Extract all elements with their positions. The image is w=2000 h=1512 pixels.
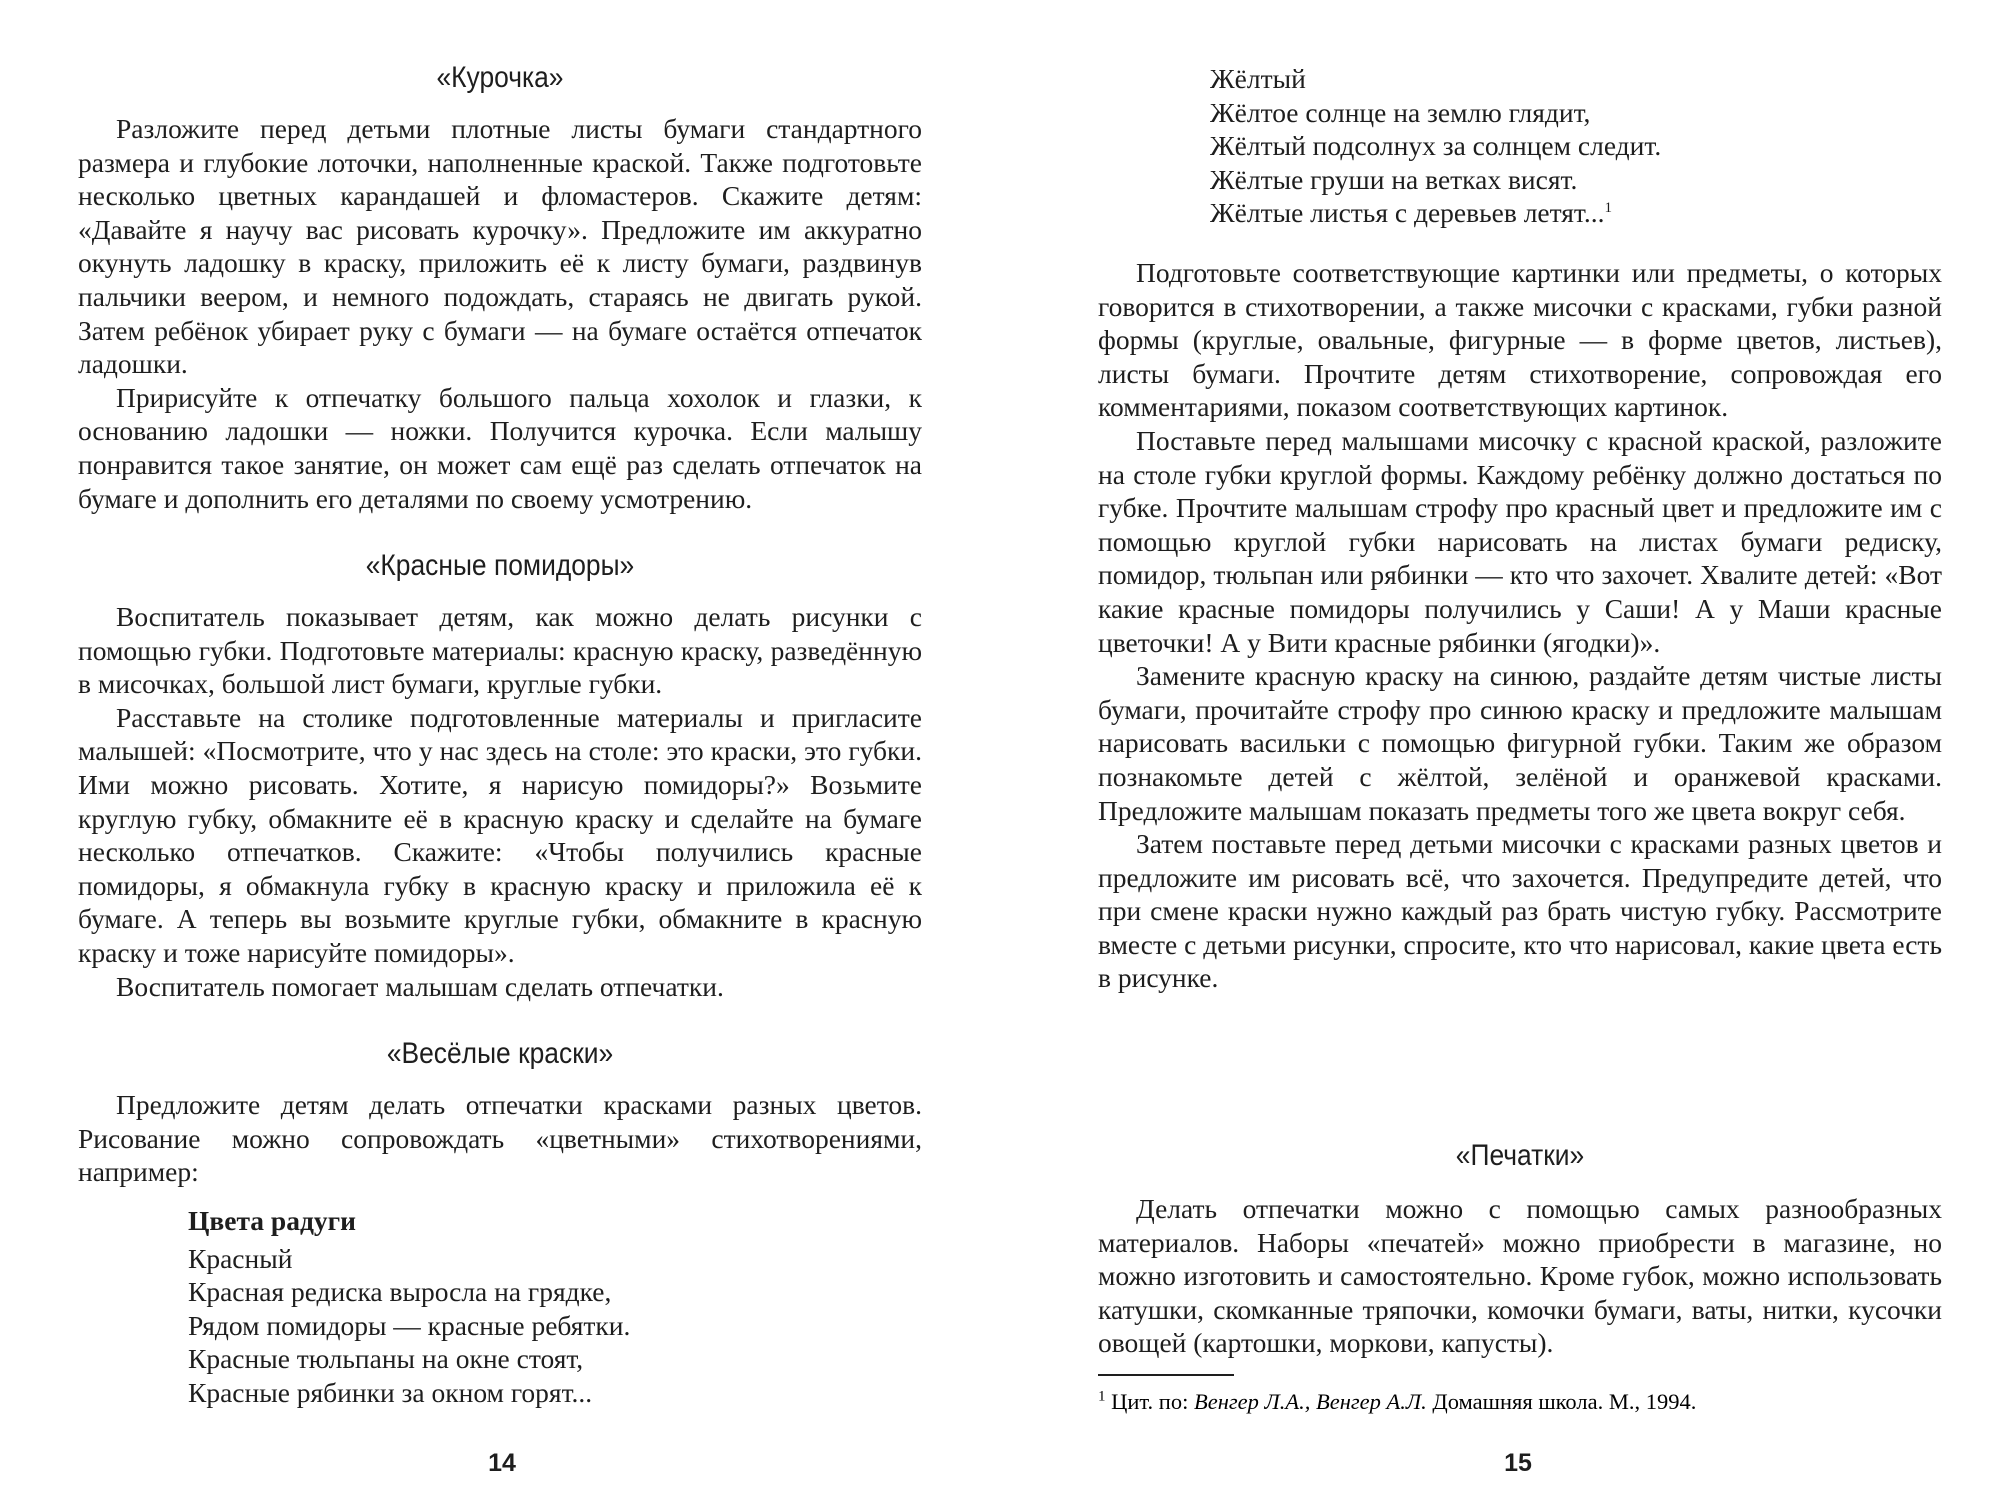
footnote [1098,1388,1958,1416]
paragraph: Предложите детям делать отпечатки красками разных цветов. Рисование можно сопровождать «цветными» стихотворениями, например: [78,1089,922,1188]
paragraph: Разложите перед детьми плотные листы бумаги стандартного размера и глубокие лоточки, наполненные краской. Также подготовьте несколько цветных карандашей и фломастеров. Скажите детям: «Давайте я научу вас рисовать курочку». Предложите им аккуратно окунуть ладошку в краску, приложить её к листу бумаги, раздвинув пальчики веером, и немного подождать, стараясь не двигать рукой. Затем ребёнок убирает руку с бумаги — на бумаге остаётся отпечаток ладошки. [78,113,922,380]
heading-pechatki: «Печатки» [1455,1139,1585,1172]
paragraph: Расставьте на столике подготовленные материалы и пригласите малышей: «Посмотрите, что у нас здесь на столе: это краски, это губки. Ими можно рисовать. Хотите, я нарисую помидоры?» Возьмите круглую губку, обмакните её в красную краску и сделайте на бумаге несколько отпечатков. Скажите: «Чтобы получились красные помидоры, я обмакнула губку в красную краску и приложила её к бумаге. А теперь вы возьмите круглые губки, обмакните в красную краску и тоже нарисуйте помидоры». [78,701,922,968]
poem-line: Красные тюльпаны на окне стоят, [188,1343,584,1375]
poem-line: Красная редиска выросла на грядке, [188,1276,612,1308]
paragraph: Делать отпечатки можно с помощью самых разнообразных материалов. Наборы «печатей» можно приобрести в магазине, но можно изготовить и самостоятельно. Кроме губок, можно использовать катушки, скомканные тряпочки, комочки бумаги, ваты, нитки, кусочки овощей (картошки, моркови, капусты). [1098,1193,1942,1359]
footnote-mark: 1 [1098,1388,1106,1405]
heading-krasnye-pomidory: «Красные помидоры» [365,549,635,582]
poem-line: Жёлтые груши на ветках висят. [1210,163,1578,195]
footnote-prefix: Цит. по: [1111,1389,1189,1414]
poem-line: Жёлтый [1210,63,1306,94]
poem-line: Жёлтый подсолнух за солнцем следит. [1210,130,1662,162]
footnote-reference: 1 [1604,200,1613,217]
poem-line: Жёлтые листья с деревьев летят... [1210,197,1605,229]
poem-title: Цвета радуги [188,1205,356,1236]
poem-line: Красные рябинки за окном горят... [188,1376,593,1408]
section-pechatki-text [1098,1192,1942,1360]
poem-line: Жёлтое солнце на землю глядит, [1210,96,1591,128]
page-number: 15 [1504,1449,1532,1477]
poem-yellow-stanza [1210,62,1661,230]
poem-red-stanza [188,1204,630,1410]
footnote-source: Домашняя школа. М., 1994. [1432,1389,1697,1414]
poem-line: Рядом помидоры — красные ребятки. [188,1309,631,1341]
paragraph: Подготовьте соответствующие картинки или предметы, о которых говорится в стихотворении, а также мисочки с красками, губки разной формы (круглые, овальные, фигурные — в форме цветов, листьев), листы бумаги. Прочтите детям стихотворение, сопровождая его комментариями, показом соответствующих картинок. [1098,257,1942,423]
right-page-text [1098,256,1942,995]
footnote-rule [1098,1374,1234,1376]
page-number: 14 [488,1449,516,1477]
paragraph: Замените красную краску на синюю, раздайте детям чистые листы бумаги, прочитайте строфу про синюю краску и предложите малышам нарисовать васильки с помощью фигурной губки. Таким же образом познакомьте детей с жёлтой, зелёной и оранжевой красками. Предложите малышам показать предметы того же цвета вокруг себя. [1098,660,1942,826]
heading-veselye-kraski: «Весёлые краски» [386,1037,614,1070]
paragraph: Воспитатель помогает малышам сделать отпечатки. [116,970,724,1002]
footnote-authors: Венгер Л.А., Венгер А.Л. [1193,1389,1427,1414]
right-page [1000,0,2000,1512]
paragraph: Пририсуйте к отпечатку большого пальца хохолок и глазки, к основанию ладошки — ножки. Получится курочка. Если малышу понравится такое занятие, он может сам ещё раз сделать отпечаток на бумаге и дополнить его деталями по своему усмотрению. [78,381,922,514]
paragraph: Поставьте перед малышами мисочку с красной краской, разложите на столе губки круглой формы. Каждому ребёнку должно достаться по губке. Прочтите малышам строфу про красный цвет и предложите им с помощью круглой губки нарисовать на листах бумаги редиску, помидор, тюльпан или рябинки — кто что захочет. Хвалите детей: «Вот какие красные помидоры получились у Саши! А у Маши красные цветочки! А у Вити красные рябинки (ягодки)». [1098,424,1942,658]
heading-kurochka: «Курочка» [436,61,564,94]
section-pomidory-text [78,600,922,1003]
poem-line: Красный [188,1242,293,1274]
section-kraski-text [78,1088,922,1189]
section-kurochka-text [78,112,922,515]
paragraph: Затем поставьте перед детьми мисочки с красками разных цветов и предложите им рисовать всё, что захочется. Предупредите детей, что при смене краски нужно каждый раз брать чистую губку. Рассмотрите вместе с детьми рисунки, спросите, кто что нарисовал, какие цвета есть в рисунке. [1098,828,1942,994]
paragraph: Воспитатель показывает детям, как можно делать рисунки с помощью губки. Подготовьте материалы: красную краску, разведённую в мисочках, большой лист бумаги, круглые губки. [78,601,922,700]
poem-line-with-footnote [1210,196,1661,230]
